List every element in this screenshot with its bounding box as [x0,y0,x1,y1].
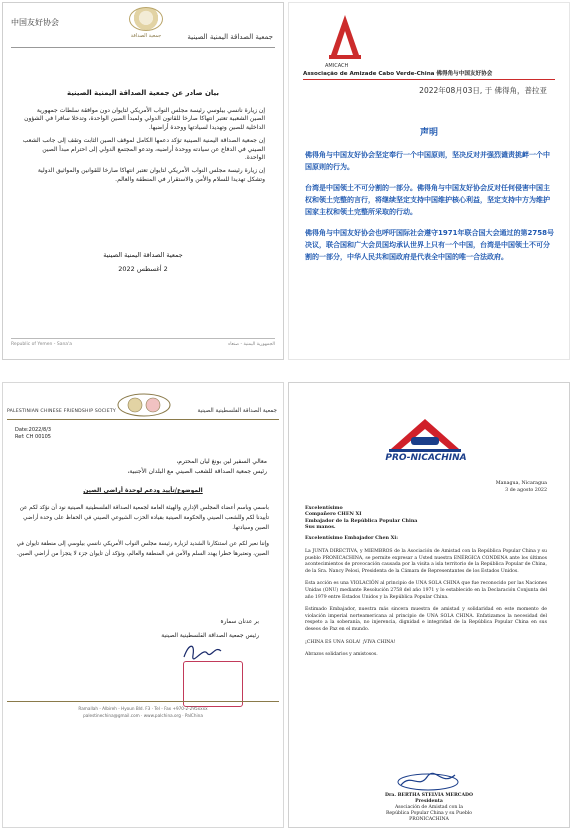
sign-name: Dra. BERTHA STELVIA MERCADO [384,793,474,798]
paragraph: إن زيارة رئيسة مجلس النواب الأمريكي لتايوان تعتبر انتهاكا صارخا للقوانين والمواثيق الدولية وتشكل تهديدا للسلام والأمن والاستقرار في المنطقة والعالم. [37,167,265,183]
addressee [305,505,417,531]
paragraph: Estimado Embajador, nuestra más sincera muestra de amistad y solidaridad en este momento de violación imperial norteamericana al principio de UNA SOLA CHINA. Enfatizamos la necesidad del respeto a la soberanía, no injerencia, dignidad e integridad de la República Popular China en sus deseos de Paz en el mundo. [305,607,547,632]
sign-org: PRONICACHINA [409,817,449,822]
amicach-logo-icon [327,11,363,61]
addr-line: Embajador de la República Popular China [305,517,418,524]
emblem-label: جمعية الصداقة [130,33,162,39]
paragraph: وإننا نعبر لكم عن استنكارنا الشديد لزيارة رئيسة مجلس النواب الأمريكي نانسي بيلوسي إلى منطقة تايوان في الصين، ونعتبرها خطرا يهدد السلم والأمن في المنطقة والعالم، ونؤكد أن تايوان جزء لا يتجزأ من أراضي الصين. [16,541,269,557]
palestine-china-letter [2,382,284,828]
paragraph: Abrazos solidarios y amistosos. [305,652,378,658]
date-ref [15,427,51,441]
association-name: Associação de Amizade Cabo Verde-China 佛得角与中国友好协会 [303,71,493,77]
emblem-icon [129,7,163,31]
signatory [329,793,529,823]
header-arabic: جمعية الصداقة اليمنية الصينية [187,33,273,41]
recipient-line: معالي السفير لين بونغ ليان المحترم، [176,458,267,465]
yemen-china-statement [2,2,284,360]
divider [11,47,275,48]
sign-org: República Popular China y su Pueblo [385,811,473,816]
paragraph: 台湾是中国领土不可分割的一部分。佛得角与中国友好协会反对任何侵害中国主权和领土完整的言行，将继续坚定支持中国维护核心利益，坚定支持中方为维护国家主权和领土完整所采取的行动。 [305,184,550,216]
org-arabic: جمعية الصداقة الفلسطينية الصينية [197,408,277,414]
footer [11,338,275,347]
handshake-logo-icon [387,415,463,453]
divider [303,79,555,80]
paragraph: Esta acción es una VIOLACIÓN al principio de UNA SOLA CHINA que fue reconocido por las Naciones Unidas (ONU) mediante Resolución 2758 del año 1971 y lo establecido en la Declaración Conjunta del año 1979 entre Estados Unidos y la República Popular China. [305,581,547,600]
addr-line: Excelentísimo [305,505,343,511]
amicach-label: AMICACH [325,63,349,69]
signature-icon [181,641,225,661]
recipient-line: رئيس جمعية الصداقة للشعب الصيني مع البلدان الأجنبية، [127,468,267,475]
org-english: PALESTINIAN CHINESE FRIENDSHIP SOCIETY [7,409,116,414]
sign-title: Presidenta [415,799,443,804]
letter-body [305,549,547,665]
paragraph: إن جمعية الصداقة اليمنية الصينية تؤكد دعمها الكامل لموقف الصين الثابت وتقف إلى جانب الشعب الصيني في الدفاع عن سيادته ووحدة أراضيه، وتدعو المجتمع الدولي إلى احترام مبدأ الصين الواحدة. [22,137,265,162]
closing-line: بر عدنان سمارة [220,619,259,625]
closing-line: رئيس جمعية الصداقة الفلسطينية الصينية [161,633,259,639]
paragraph: La JUNTA DIRECTIVA, y MIEMBROS de la Asociación de Amistad con la República Popular China y su pueblo PRONICACHINA, se permite expresar a Usted nuestra ENÉRGICA CONDENA ante los últimos acontecimientos de provocación causada por la visita a isla territorio de la República Popular de China, de la Sra. Nancy Pelosi, Presidenta de la Cámara de Representantes de los Estados Unidos. [305,549,547,574]
paragraph: ¡CHINA ES UNA SOLA! ¡VIVA CHINA! [305,639,396,645]
date: Date:2022/8/3 [15,427,52,433]
paragraph: إن زيارة نانسي بيلوسي رئيسة مجلس النواب الأمريكي لتايوان دون موافقة سلطات جمهورية الصين الشعبية تعتبر انتهاكا صارخا للقانون الدولي ولمبدأ الصين الواحدة، وتدخلا سافرا في الشؤون الداخلية للصين وتهديدا لسيادتها ووحدة أراضيها. [24,107,265,131]
signature-block [23,248,263,276]
ref: Ref: CH 00105 [15,434,51,440]
date: 3 de agosto 2022 [505,487,547,493]
addr-line: Sus manos. [305,524,336,531]
friendship-emblem-icon [115,391,173,419]
cabo-verde-china-statement [288,2,570,360]
footer-right: الجمهورية اليمنية - صنعاء [228,342,275,347]
logo-text: PRO-NICACHINA [385,453,467,463]
sign-org: جمعية الصداقة اليمنية الصينية [103,251,183,259]
paragraph: 佛得角与中国友好协会坚定奉行一个中国原则，坚决反对并强烈谴责挑衅一个中国原则的行为。 [305,151,550,171]
paragraph: باسمي وباسم أعضاء المجلس الإداري والهيئة العامة لجمعية الصداقة الفلسطينية الصينية نود أن نؤكد لكم عن تأييدنا لكم وللشعب الصيني والحكومة الصينية بقيادة الحزب الشيوعي الصيني في الحفاظ على وحدة أراضي الصين وسيادتها. [19,505,269,531]
recipient [127,457,267,477]
place: Managua, Nicaragua [495,481,547,486]
date-line: 2022年08月03日, 于 佛得角，普拉亚 [419,86,547,95]
closing [161,615,259,643]
footer-address: Ramallah - Albireh - Hyoun Bld. F3 · Tel - Fax +970-2-295xxxx [78,706,208,711]
pronicachina-letter [288,382,570,828]
sign-org: Asociación de Amistad con la [394,805,464,810]
letter-body [15,503,269,565]
footer-left: Republic of Yemen - Sana'a [11,342,73,347]
paragraph: 佛得角与中国友好协会也呼吁国际社会遵守1971年联合国大会通过的第2758号决议，联合国和广大会员国均承认世界上只有一个中国，台湾是中国领土不可分割的一部分，中华人民共和国政府是代表全中国的唯一合法政府。 [305,229,554,261]
statement-title: 声明 [419,128,438,138]
signature-icon [393,769,463,793]
footer-contacts: palestinechina@gmail.com · www.palchina.org · PalChina [83,713,203,718]
letterhead [3,3,283,47]
statement-body [21,107,265,189]
place-date [496,481,547,494]
footer [7,701,279,719]
statement-body [305,149,555,272]
sign-date: 2 أغسطس 2022 [118,265,168,273]
addr-line: Compañero CHEN XI [305,511,362,518]
header-chinese: 中国友好协会 [11,18,59,27]
divider [7,419,279,420]
statement-title: بيان صادر عن جمعية الصداقة اليمنية الصينية [66,89,220,97]
greeting: Excelentísimo Embajador Chen Xi: [305,535,398,541]
subject: الموضوع/تأييد ودعم لوحدة أراضي الصين [83,487,203,494]
